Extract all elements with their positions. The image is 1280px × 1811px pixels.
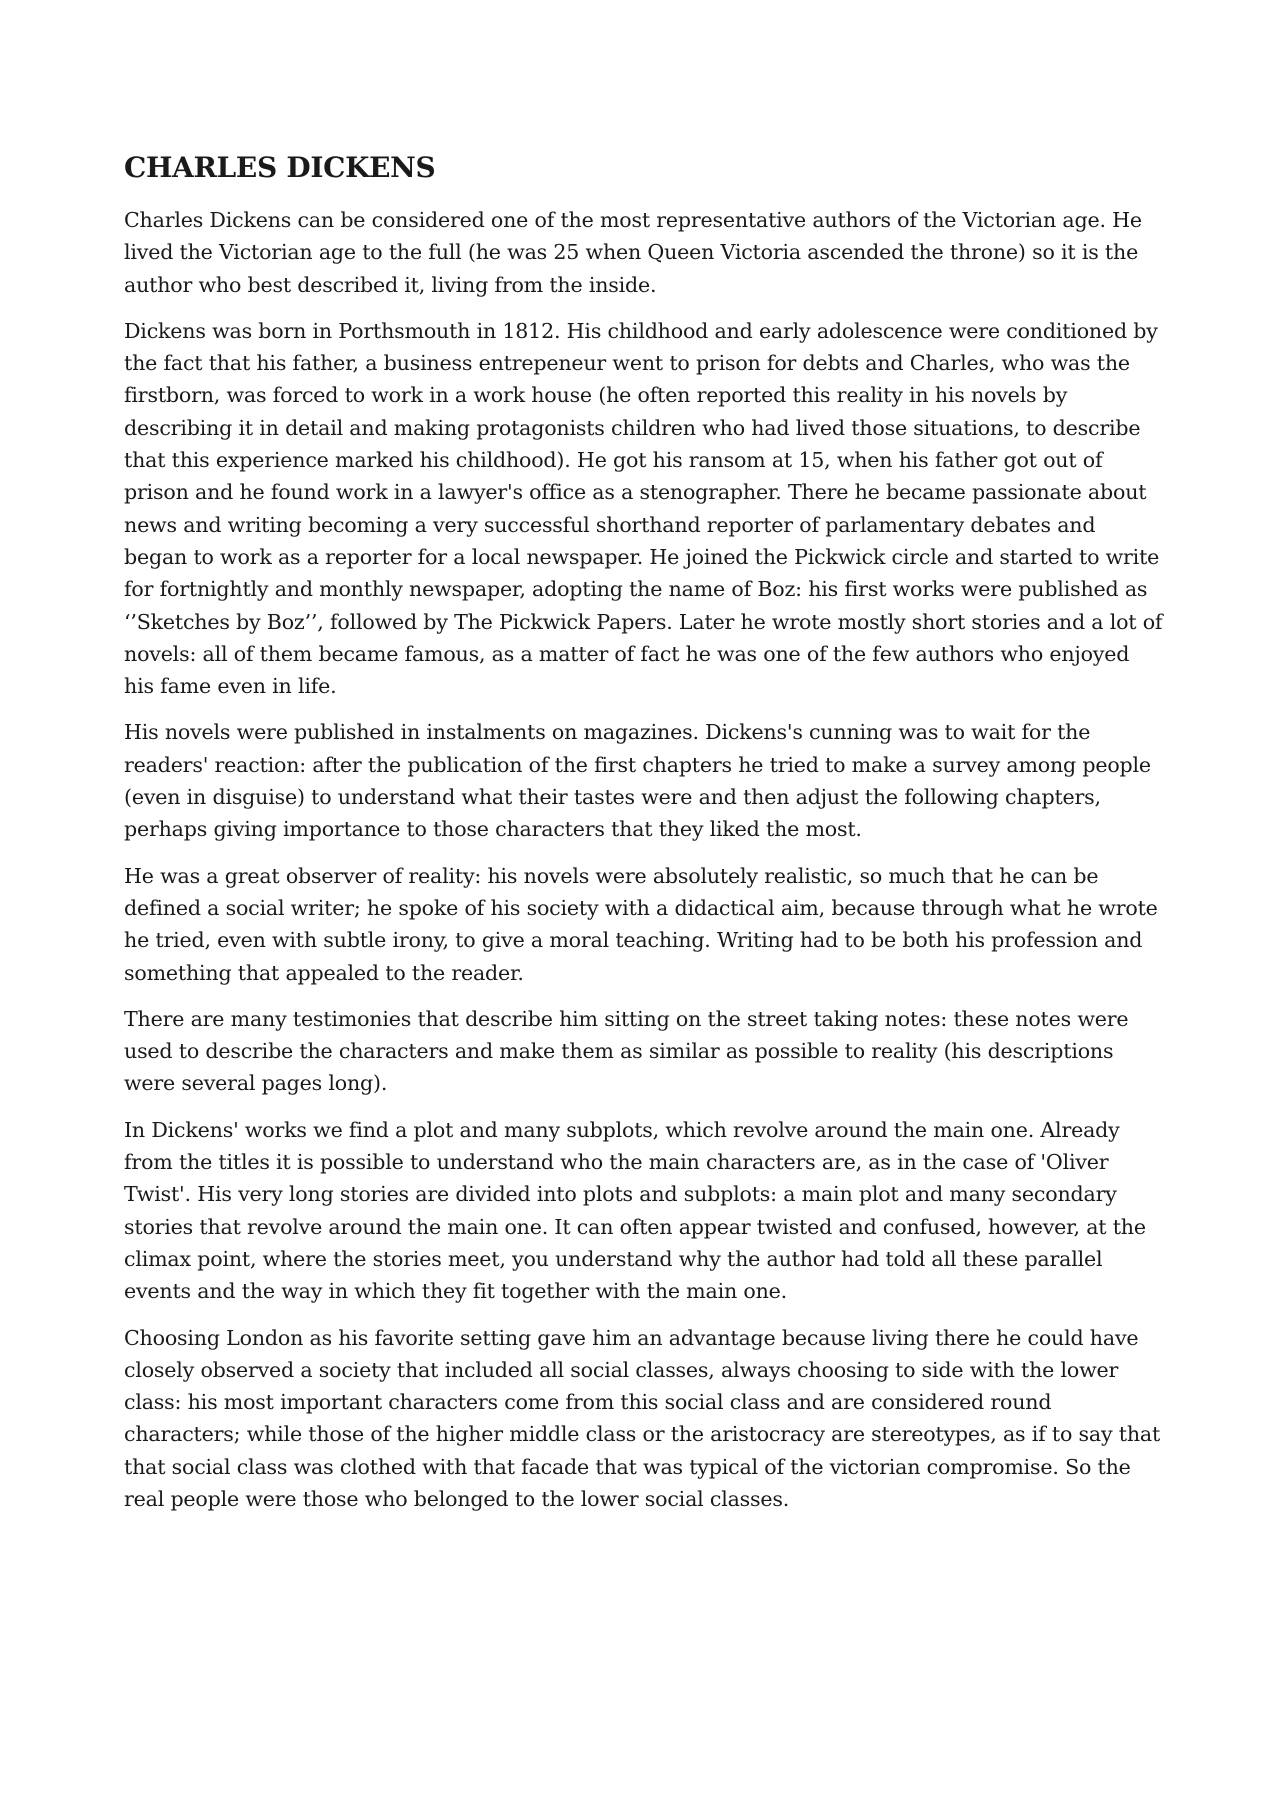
paragraph-realism: He was a great observer of reality: his novels were absolutely realistic, so much that he can be defined a social writer; he spoke of his society with a didactical aim, because through what he wrote he tried, even with subtle irony, to give a moral teaching. Writing had to be both his profession and something that appealed to the reader. — [124, 863, 1158, 985]
paragraph-biography: Dickens was born in Porthsmouth in 1812. His childhood and early adolescence were conditioned by the fact that his father, a business entrepeneur went to prison for debts and Charles, who was the firstborn, was forced to work in a work house (he often reported this reality in his novels by describing it in detail and making protagonists children who had lived those situations, to describe that this experience marked his childhood). He got his ransom at 15, when his father got out of prison and he found work in a lawyer's office as a stenographer. There he became passionate about news and writing becoming a very successful shorthand reporter of parlamentary debates and began to work as a reporter for a local newspaper. He joined the Pickwick circle and started to write for fortnightly and monthly newspaper, adopting the name of Boz: his first works were published as ‘’Sketches by Boz’’, followed by The Pickwick Papers. Later he wrote mostly short stories and a lot of novels: all of them became famous, as a matter of fact he was one of the few authors who enjoyed his fame even in life. — [124, 318, 1163, 699]
paragraph-plots: In Dickens' works we find a plot and many subplots, which revolve around the main one. Already from the titles it is possible to understand who the main characters are, as in the case of 'Oliver Twist'. His very long stories are divided into plots and subplots: a main plot and many secondary stories that revolve around the main one. It can often appear twisted and confused, however, at the climax point, where the stories meet, you understand why the author had told all these parallel events and the way in which they fit together with the main one. — [124, 1117, 1146, 1304]
paragraph-instalments: His novels were published in instalments on magazines. Dickens's cunning was to wait for the readers' reaction: after the publication of the first chapters he tried to make a survey among people (even in disguise) to understand what their tastes were and then adjust the following chapters, perhaps giving importance to those characters that they liked the most. — [124, 720, 1151, 842]
document-title: CHARLES DICKENS — [124, 151, 436, 184]
paragraph-london: Choosing London as his favorite setting gave him an advantage because living there he could have closely observed a society that included all social classes, always choosing to side with the lower class: his most important characters come from this social class and are considered round characters; while those of the higher middle class or the aristocracy are stereotypes, as if to say that that social class was clothed with that facade that was typical of the victorian compromise. So the real people were those who belonged to the lower social classes. — [124, 1325, 1161, 1511]
paragraph-testimonies: There are many testimonies that describe him sitting on the street taking notes: these notes were used to describe the characters and make them as similar as possible to reality (his descriptions were several pages long). — [124, 1006, 1129, 1096]
document-body — [124, 150, 1164, 1529]
paragraph-intro: Charles Dickens can be considered one of the most representative authors of the Victorian age. He lived the Victorian age to the full (he was 25 when Queen Victoria ascended the throne) so it is the author who best described it, living from the inside. — [124, 208, 1142, 297]
